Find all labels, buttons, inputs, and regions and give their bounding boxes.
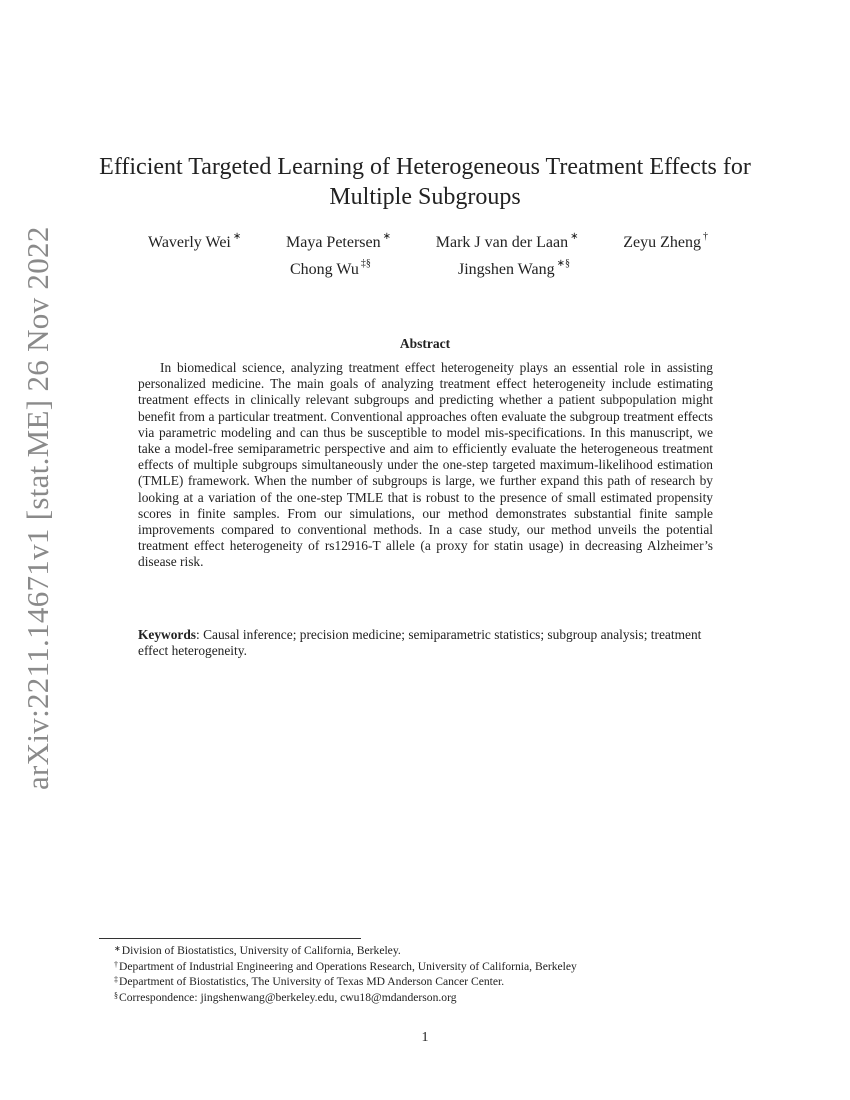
author: Maya Petersen ∗ bbox=[285, 231, 392, 251]
author: Waverly Wei ∗ bbox=[148, 231, 242, 251]
keywords bbox=[138, 627, 713, 659]
footnote: §Correspondence: jingshenwang@berkeley.edu, cwu18@mdanderson.org bbox=[114, 990, 457, 1004]
authors-row-2 bbox=[290, 258, 570, 279]
footnote-rule bbox=[99, 938, 361, 939]
author: Jingshen Wang ∗§ bbox=[457, 258, 570, 278]
keywords-text: : Causal inference; precision medicine; semiparametric statistics; subgroup analysis; treatment effect heterogeneity. bbox=[138, 627, 702, 659]
footnote: ∗Division of Biostatistics, University of California, Berkeley. bbox=[114, 944, 401, 957]
keywords-label: Keywords bbox=[138, 627, 197, 642]
author: Chong Wu ‡§ bbox=[290, 258, 371, 278]
arxiv-stamp: arXiv:2211.14671v1 [stat.ME] 26 Nov 2022 bbox=[20, 226, 55, 790]
author: Mark J van der Laan ∗ bbox=[435, 231, 579, 251]
footnote: †Department of Industrial Engineering and Operations Research, University of California, Berkeley bbox=[114, 959, 577, 973]
abstract-text: In biomedical science, analyzing treatment effect heterogeneity plays an essential role in assisting personalized medicine. The main goals of analyzing treatment effect heterogeneity include estimating treatment effects in clinically relevant subgroups and predicting whether a patient subpopulation might benefit from a particular treatment. Conventional approaches often evaluate the subgroup treatment effects via parametric modeling and can thus be susceptible to model mis-specifications. In this manuscript, we take a model-free semiparametric perspective and aim to efficiently evaluate the heterogeneous treatment effects of multiple subgroups simultaneously under the one-step targeted maximum-likelihood estimation (TMLE) framework. When the number of subgroups is large, we further expand this path of research by looking at a variation of the one-step TMLE that is robust to the presence of small estimated propensity scores in finite samples. From our simulations, our method demonstrates substantial finite sample improvements compared to conventional methods. In a case study, our method unveils the potential treatment effect heterogeneity of rs12916-T allele (a proxy for statin usage) in decreasing Alzheimer’s disease risk. bbox=[138, 360, 713, 570]
authors-row-1 bbox=[148, 231, 708, 252]
paper-title: Efficient Targeted Learning of Heterogeneous Treatment Effects for Multiple Subgroups bbox=[99, 154, 751, 210]
author: Zeyu Zheng † bbox=[623, 231, 708, 251]
footnote: ‡Department of Biostatistics, The University of Texas MD Anderson Cancer Center. bbox=[114, 975, 505, 989]
page-number: 1 bbox=[421, 1030, 429, 1045]
abstract-heading: Abstract bbox=[399, 336, 451, 351]
footnotes bbox=[114, 943, 734, 1005]
